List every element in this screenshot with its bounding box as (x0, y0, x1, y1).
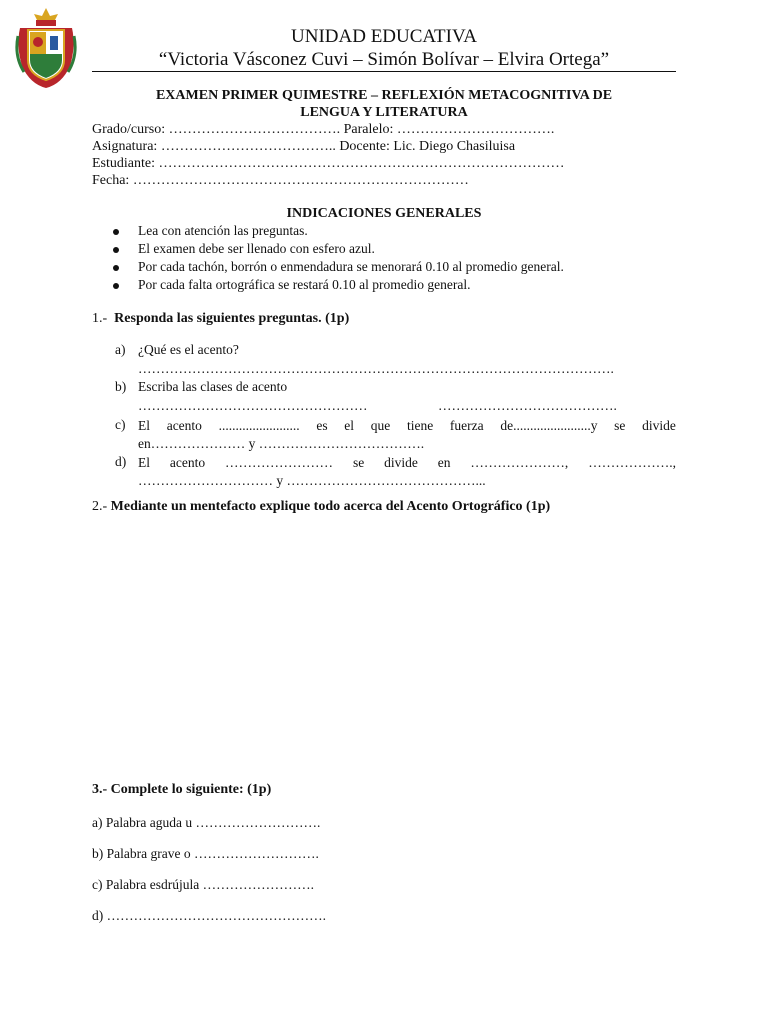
q3-item-d: d) …………………………………………. (92, 908, 326, 923)
q1d-word: acento (169, 455, 206, 470)
q1d-word: se (352, 455, 365, 470)
q1d-text (138, 454, 676, 490)
indicacion-item: Por cada tachón, borrón o enmendadura se menorará 0.10 al promedio general. (138, 259, 564, 274)
q1a-text: ¿Qué es el acento? (138, 342, 239, 357)
question-2-number: 2.- (92, 499, 108, 514)
q1d-line-1 (138, 454, 676, 472)
bullet-icon (113, 247, 119, 253)
q1c-word: fuerza (449, 418, 484, 433)
q1c-word: se (614, 418, 626, 433)
q1d-word: divide (384, 455, 418, 470)
q1c-line-1 (138, 417, 676, 435)
question-2 (92, 499, 550, 515)
q1b-text: Escriba las clases de acento (138, 379, 288, 394)
fecha-field: Fecha: ……………………………………………………………… (92, 173, 469, 188)
question-1-text: Responda las siguientes preguntas. (1p) (114, 311, 350, 326)
q1c-word: es (316, 418, 328, 433)
indicaciones-heading: INDICACIONES GENERALES (286, 206, 482, 221)
q1d-blank: …………………, (470, 455, 569, 470)
q1b-answer-line-2: …………………………………. (438, 398, 617, 413)
q1c-blank: de.......................y (500, 418, 598, 433)
q3-item-b: b) Palabra grave o ………………………. (92, 846, 319, 861)
q1c-text (138, 417, 676, 453)
q1c-blank: ........................ (218, 418, 300, 433)
q3-item-a: a) Palabra aguda u ………………………. (92, 815, 321, 830)
q1d-letter: d) (115, 454, 127, 469)
q1c-word: tiene (406, 418, 434, 433)
q1a-answer-line: ……………………………………………………………………………………………. (138, 361, 614, 376)
grado-field: Grado/curso: ………………………………. Paralelo: ……………………………. (92, 122, 555, 137)
q1c-letter: c) (115, 417, 126, 432)
bullet-icon (113, 229, 119, 235)
bullet-icon (113, 265, 119, 271)
q1c-word: el (344, 418, 355, 433)
q1c-line-2: en………………… y ………………………………. (138, 436, 425, 451)
exam-title-line2: LENGUA Y LITERATURA (300, 105, 468, 120)
q1c-word: que (370, 418, 391, 433)
q1c-word: divide (642, 418, 676, 433)
question-1 (92, 311, 349, 327)
q1d-word: en (437, 455, 451, 470)
school-subtitle: “Victoria Vásconez Cuvi – Simón Bolívar – Elvira Ortega” (158, 49, 610, 70)
header-divider (92, 71, 676, 72)
q1d-blank: ………………., (588, 455, 676, 470)
exam-title-line1: EXAMEN PRIMER QUIMESTRE – REFLEXIÓN METACOGNITIVA DE (155, 88, 613, 103)
q1a-letter: a) (115, 342, 126, 357)
q1d-line-2: ………………………… y ……………………………………... (138, 473, 486, 488)
q1b-answer-line-1: …………………………………………… (138, 398, 368, 413)
indicacion-item: El examen debe ser llenado con esfero azul. (138, 241, 375, 256)
school-name: UNIDAD EDUCATIVA (291, 26, 477, 47)
indicacion-item: Por cada falta ortográfica se restará 0.10 al promedio general. (138, 277, 471, 292)
question-2-text: Mediante un mentefacto explique todo acerca del Acento Ortográfico (1p) (110, 499, 551, 514)
q1d-blank: …………………… (225, 455, 334, 470)
question-3-title: 3.- Complete lo siguiente: (1p) (92, 782, 272, 797)
asignatura-field: Asignatura: ……………………………….. Docente: Lic. Diego Chasiluisa (92, 139, 516, 154)
q1b-letter: b) (115, 379, 127, 394)
estudiante-field: Estudiante: …………………………………………………………………………… (92, 156, 565, 171)
q1c-word: acento (166, 418, 202, 433)
indicacion-item: Lea con atención las preguntas. (138, 223, 308, 238)
bullet-icon (113, 283, 119, 289)
q3-item-c: c) Palabra esdrújula ……………………. (92, 877, 314, 892)
q1c-word: El (138, 418, 150, 433)
q1d-word: El (138, 455, 150, 470)
school-crest-logo (14, 6, 78, 90)
question-1-number: 1.- (92, 311, 108, 326)
